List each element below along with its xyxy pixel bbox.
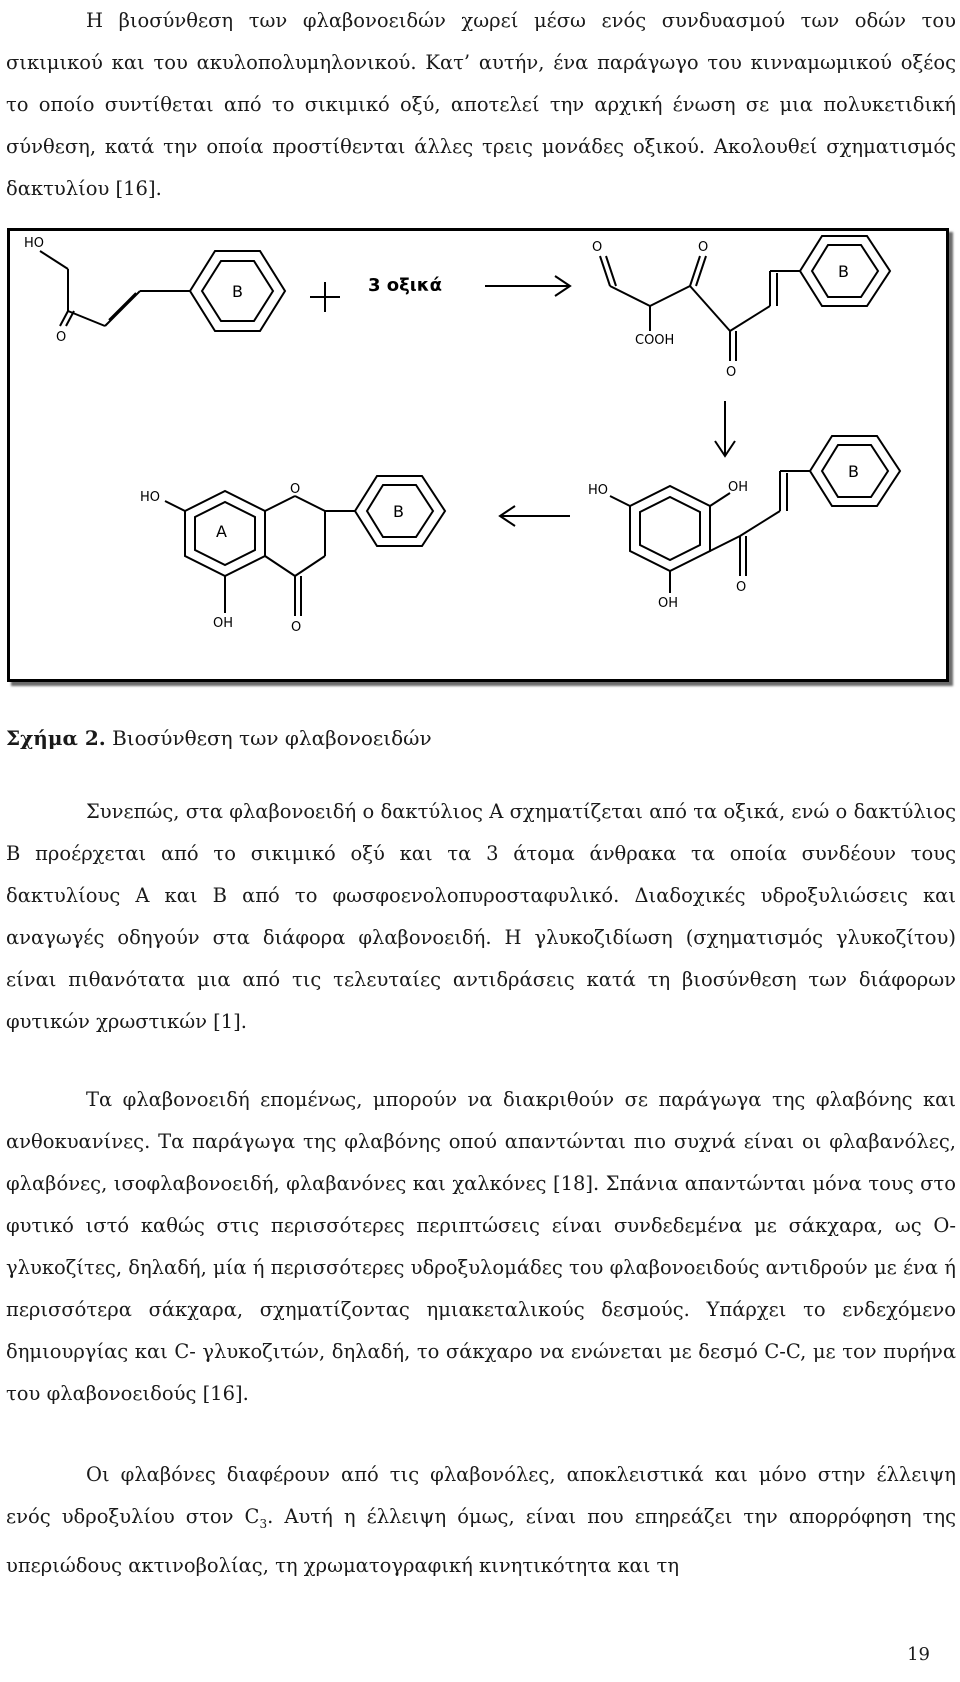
paragraph-intro-text: Η βιοσύνθεση των φλαβονοειδών χωρεί μέσω ενός συνδυασμού των οδών του σικιμικού και του ακυλοπολυμηλονικού. Κατ’ αυτήν, ένα παράγωγο του κινναμωμικού οξέος το οποίο συντίθεται από το σικιμικό οξύ, αποτελεί την αρχική ένωση σε μια πολυκετιδική σύνθεση, κατά την οποία προστίθενται άλλες τρεις μονάδες οξικού. Ακολουθεί σχηματισμός δακτυλίου [16].	[6, 9, 956, 200]
label-oh: OH	[728, 480, 749, 495]
label-o: O	[290, 482, 301, 497]
label-acetates: 3 οξικά	[368, 275, 442, 296]
label-ring-b: B	[838, 262, 849, 281]
paragraph-derivatives	[6, 1079, 956, 1415]
paragraph-intro	[6, 0, 956, 210]
label-cooh: COOH	[635, 333, 675, 348]
label-o: O	[736, 580, 747, 595]
label-o: O	[592, 240, 603, 255]
paragraph-rings-text: Συνεπώς, στα φλαβονοειδή ο δακτύλιος Α σχηματίζεται από τα οξικά, ενώ ο δακτύλιος Β προέρχεται από το σικιμικό οξύ και τα 3 άτομα άνθρακα τα οποία συνδέουν τους δακτυλίους Α και Β από το φωσφοενολοπυροσταφυλικό. Διαδοχικές υδροξυλιώσεις και αναγωγές οδηγούν στα διάφορα φλαβονοειδή. Η γλυκοζιδίωση (σχηματισμός γλυκοζίτου) είναι πιθανότατα μια από τις τελευταίες αντιδράσεις κατά τη βιοσύνθεση των διάφορων φυτικών χρωστικών [1].	[6, 800, 956, 1033]
caption-text: Βιοσύνθεση των φλαβονοειδών	[105, 726, 432, 750]
label-o: O	[56, 330, 67, 345]
label-ho: HO	[588, 483, 609, 498]
subscript-3: 3	[259, 1516, 268, 1531]
paragraph-flavones-text: Οι φλαβόνες διαφέρουν από τις φλαβονόλες, αποκλειστικά και μόνο στην έλλειψη ενός υδροξυλίου στον C	[6, 1463, 956, 1528]
page-number: 19	[907, 1644, 930, 1665]
label-ring-b: B	[848, 462, 859, 481]
label-ring-a: A	[216, 522, 227, 541]
paragraph-flavones-text-end: . Αυτή η έλλειψη όμως, είναι που επηρεάζει την απορρόφηση της υπεριώδους ακτινοβολίας, τη χρωματογραφική κινητικότητα και τη	[6, 1505, 956, 1577]
label-o: O	[726, 365, 737, 380]
flavonoid-biosynthesis-scheme	[10, 231, 946, 679]
paragraph-derivatives-text: Τα φλαβονοειδή επομένως, μπορούν να διακριθούν σε παράγωγα της φλαβόνης και ανθοκυανίνες. Τα παράγωγα της φλαβόνης οπού απαντώνται πιο συχνά είναι οι φλαβανόλες, φλαβόνες, ισοφλαβονοειδή, φλαβανόνες και χαλκόνες [18]. Σπάνια απαντώνται μόνα τους στο φυτικό ιστό καθώς στις περισσότερες περιπτώσεις είναι συνδεδεμένα με σάκχαρα, ως Ο-γλυκοζίτες, δηλαδή, μία ή περισσότερες υδροξυλομάδες του φλαβονοειδούς αντιδρούν με ένα ή περισσότερα σάκχαρα, σχηματίζοντας ημιακεταλικούς δεσμούς. Υπάρχει το ενδεχόμενο δημιουργίας και C- γλυκοζιτών, δηλαδή, το σάκχαρο να ενώνεται με δεσμό C-C, με τον πυρήνα του φλαβονοειδούς [16].	[6, 1088, 956, 1405]
label-o: O	[698, 240, 709, 255]
label-ho: HO	[140, 490, 161, 505]
label-o: O	[291, 620, 302, 635]
label-ho: HO	[24, 236, 45, 251]
biosynthesis-figure	[7, 228, 949, 682]
label-oh: OH	[658, 596, 679, 611]
label-oh: OH	[213, 616, 234, 631]
paragraph-rings	[6, 791, 956, 1043]
label-ring-b: B	[232, 282, 243, 301]
paragraph-flavones	[6, 1454, 956, 1587]
caption-label: Σχήμα 2.	[6, 726, 106, 750]
label-ring-b: B	[393, 502, 404, 521]
figure-caption	[6, 718, 432, 758]
